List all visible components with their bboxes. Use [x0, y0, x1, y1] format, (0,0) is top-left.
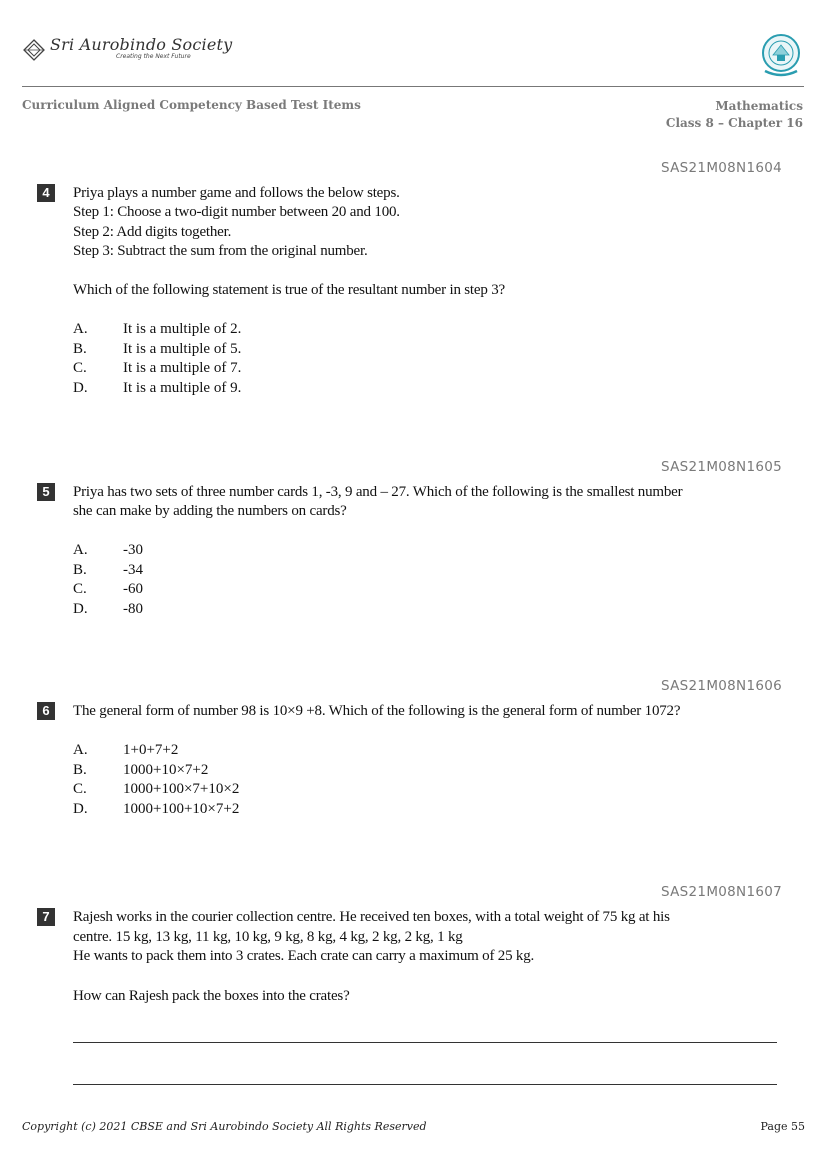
copyright-notice: Copyright (c) 2021 CBSE and Sri Aurobindo Society All Rights Reserved — [22, 1120, 427, 1133]
option-b[interactable]: 1000+10×7+2 — [123, 762, 209, 778]
option-label: C. — [73, 581, 87, 597]
option-a[interactable]: It is a multiple of 2. — [123, 321, 242, 337]
sri-aurobindo-society-logo — [22, 36, 232, 62]
question-code: SAS21M08N1604 — [661, 160, 782, 176]
curriculum-title: Curriculum Aligned Competency Based Test Items — [22, 98, 361, 112]
question-text-line: Priya plays a number game and follows the below steps. — [73, 185, 400, 201]
subject-info — [666, 98, 803, 132]
option-label: D. — [73, 380, 88, 396]
question-prompt: How can Rajesh pack the boxes into the crates? — [73, 988, 350, 1004]
option-d[interactable]: 1000+100+10×7+2 — [123, 801, 240, 817]
option-label: D. — [73, 601, 88, 617]
option-a[interactable]: -30 — [123, 542, 143, 558]
question-text-line: Priya has two sets of three number cards 1, -3, 9 and – 27. Which of the following is the smallest number — [73, 484, 683, 500]
question-text-line: Rajesh works in the courier collection centre. He received ten boxes, with a total weight of 75 kg at his — [73, 909, 670, 925]
question-code: SAS21M08N1605 — [661, 459, 782, 475]
question-number: 6 — [37, 702, 55, 720]
cbse-emblem-icon — [759, 33, 803, 81]
question-number: 5 — [37, 483, 55, 501]
option-label: A. — [73, 321, 88, 337]
option-label: C. — [73, 360, 87, 376]
option-c[interactable]: 1000+100×7+10×2 — [123, 781, 240, 797]
option-label: C. — [73, 781, 87, 797]
option-c[interactable]: It is a multiple of 7. — [123, 360, 242, 376]
question-code: SAS21M08N1606 — [661, 678, 782, 694]
option-d[interactable]: -80 — [123, 601, 143, 617]
question-number: 7 — [37, 908, 55, 926]
option-label: D. — [73, 801, 88, 817]
subject-label: Mathematics — [715, 99, 803, 113]
option-label: B. — [73, 762, 87, 778]
question-text-line: Step 1: Choose a two-digit number between 20 and 100. — [73, 204, 400, 220]
question-text-line: The general form of number 98 is 10×9 +8. Which of the following is the general form of number 1072? — [73, 703, 681, 719]
answer-line[interactable] — [73, 1084, 777, 1085]
question-text-line: Step 2: Add digits together. — [73, 224, 232, 240]
question-code: SAS21M08N1607 — [661, 884, 782, 900]
option-label: B. — [73, 341, 87, 357]
org-tagline: Creating the Next Future — [116, 53, 191, 60]
question-prompt: Which of the following statement is true of the resultant number in step 3? — [73, 282, 505, 298]
option-label: A. — [73, 742, 88, 758]
page-number: Page 55 — [760, 1120, 805, 1133]
option-c[interactable]: -60 — [123, 581, 143, 597]
org-name: Sri Aurobindo Society — [50, 35, 233, 54]
question-text-line: He wants to pack them into 3 crates. Each crate can carry a maximum of 25 kg. — [73, 948, 535, 964]
question-text-line: she can make by adding the numbers on cards? — [73, 503, 347, 519]
class-chapter-label: Class 8 – Chapter 16 — [665, 116, 803, 130]
header-divider — [22, 86, 804, 87]
option-a[interactable]: 1+0+7+2 — [123, 742, 179, 758]
option-label: A. — [73, 542, 88, 558]
answer-line[interactable] — [73, 1042, 777, 1043]
option-b[interactable]: -34 — [123, 562, 143, 578]
question-text-line: centre. 15 kg, 13 kg, 11 kg, 10 kg, 9 kg, 8 kg, 4 kg, 2 kg, 2 kg, 1 kg — [73, 929, 463, 945]
option-b[interactable]: It is a multiple of 5. — [123, 341, 242, 357]
question-number: 4 — [37, 184, 55, 202]
question-text-line: Step 3: Subtract the sum from the original number. — [73, 243, 368, 259]
society-emblem-icon — [22, 38, 46, 62]
option-label: B. — [73, 562, 87, 578]
option-d[interactable]: It is a multiple of 9. — [123, 380, 242, 396]
